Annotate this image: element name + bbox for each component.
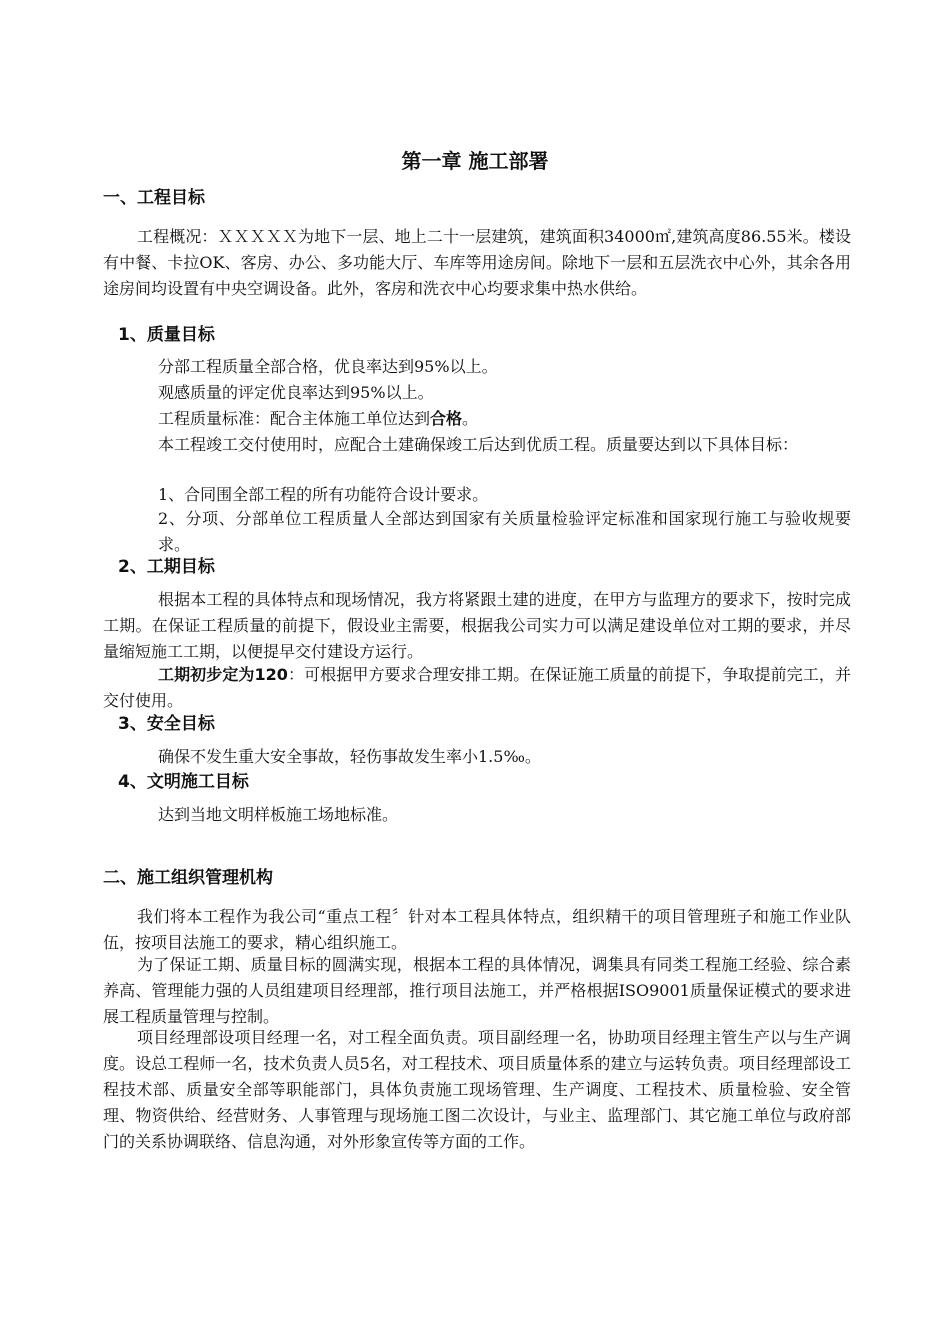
quality-line-3	[158, 406, 851, 432]
chapter-title: 第一章 施工部署	[401, 149, 549, 173]
organization-paragraph-2: 为了保证工期、质量目标的圆满实现，根据本工程的具体情况，调集具有同类工程施工经验、综合素养高、管理能力强的人员组建项目经理部，推行项目法施工，并严格根据ISO9001质量保证模式的要求进展工程质量管理与控制。	[103, 955, 851, 1026]
organization-paragraph-1: 我们将本工程作为我公司“重点工程〞针对本工程具体特点，组织精干的项目管理班子和施工作业队伍，按项目法施工的要求，精心组织施工。	[103, 907, 851, 952]
section-heading-organization: 二、施工组织管理机构	[103, 868, 273, 888]
civilized-text: 达到当地文明样板施工场地标准。	[158, 805, 399, 824]
safety-goal-heading: 3、安全目标	[118, 714, 215, 734]
schedule-goal-heading: 2、工期目标	[118, 557, 215, 577]
quality-line-2: 观感质量的评定优良率达到95%以上。	[158, 383, 434, 402]
schedule-paragraph-2	[103, 662, 851, 714]
schedule-rest-text: ：可根据甲方要求合理安排工期。在保证施工质量的前提下，争取提前完工，并交付使用。	[103, 665, 851, 710]
quality-item-2: 2、分项、分部单位工程质量人全部达到国家有关质量检验评定标准和国家现行施工与验收规要求。	[158, 509, 851, 554]
quality-standard-bold: 合格	[430, 409, 463, 428]
quality-standard-suffix: 。	[462, 409, 479, 428]
quality-goal-heading: 1、质量目标	[118, 325, 215, 345]
civilized-goal-heading: 4、文明施工目标	[118, 772, 249, 792]
schedule-initial-bold: 工期初步定为120	[158, 665, 288, 684]
project-overview-paragraph: 工程概况：ＸＸＸＸＸ为地下一层、地上二十一层建筑，建筑面积34000㎡,建筑高度86.55米。楼设有中餐、卡拉OK、客房、办公、多功能大厅、车库等用途房间。除地下一层和五层洗衣中心外，其余各用途房间均设置有中央空调设备。此外，客房和洗衣中心均要求集中热水供给。	[103, 227, 851, 298]
organization-paragraph-3: 项目经理部设项目经理一名，对工程全面负责。项目副经理一名，协助项目经理主管生产以与生产调度。设总工程师一名，技术负责人员5名，对工程技术、项目质量体系的建立与运转负责。项目经理部设工程技术部、质量安全部等职能部门，具体负责施工现场管理、生产调度、工程技术、质量检验、安全管理、物资供给、经营财务、人事管理与现场施工图二次设计，与业主、监理部门、其它施工单位与政府部门的关系协调联络、信息沟通，对外形象宣传等方面的工作。	[103, 1028, 851, 1151]
schedule-paragraph-1: 根据本工程的具体特点和现场情况，我方将紧跟土建的进度，在甲方与监理方的要求下，按时完成工期。在保证工程质量的前提下，假设业主需要，根据我公司实力可以满足建设单位对工期的要求，并尽量缩短施工工期，以便提早交付建设方运行。	[103, 590, 851, 661]
quality-line-1: 分部工程质量全部合格，优良率达到95%以上。	[158, 357, 498, 376]
quality-standard-text: 工程质量标准：配合主体施工单位达到	[158, 409, 431, 428]
safety-text: 确保不发生重大安全事故，轻伤事故发生率小1.5‰。	[158, 747, 541, 766]
section-heading-goals: 一、工程目标	[103, 188, 205, 208]
quality-paragraph-4: 本工程竣工交付使用时，应配合土建确保竣工后达到优质工程。质量要达到以下具体目标：	[158, 435, 799, 454]
quality-item-1: 1、合同围全部工程的所有功能符合设计要求。	[158, 485, 489, 504]
